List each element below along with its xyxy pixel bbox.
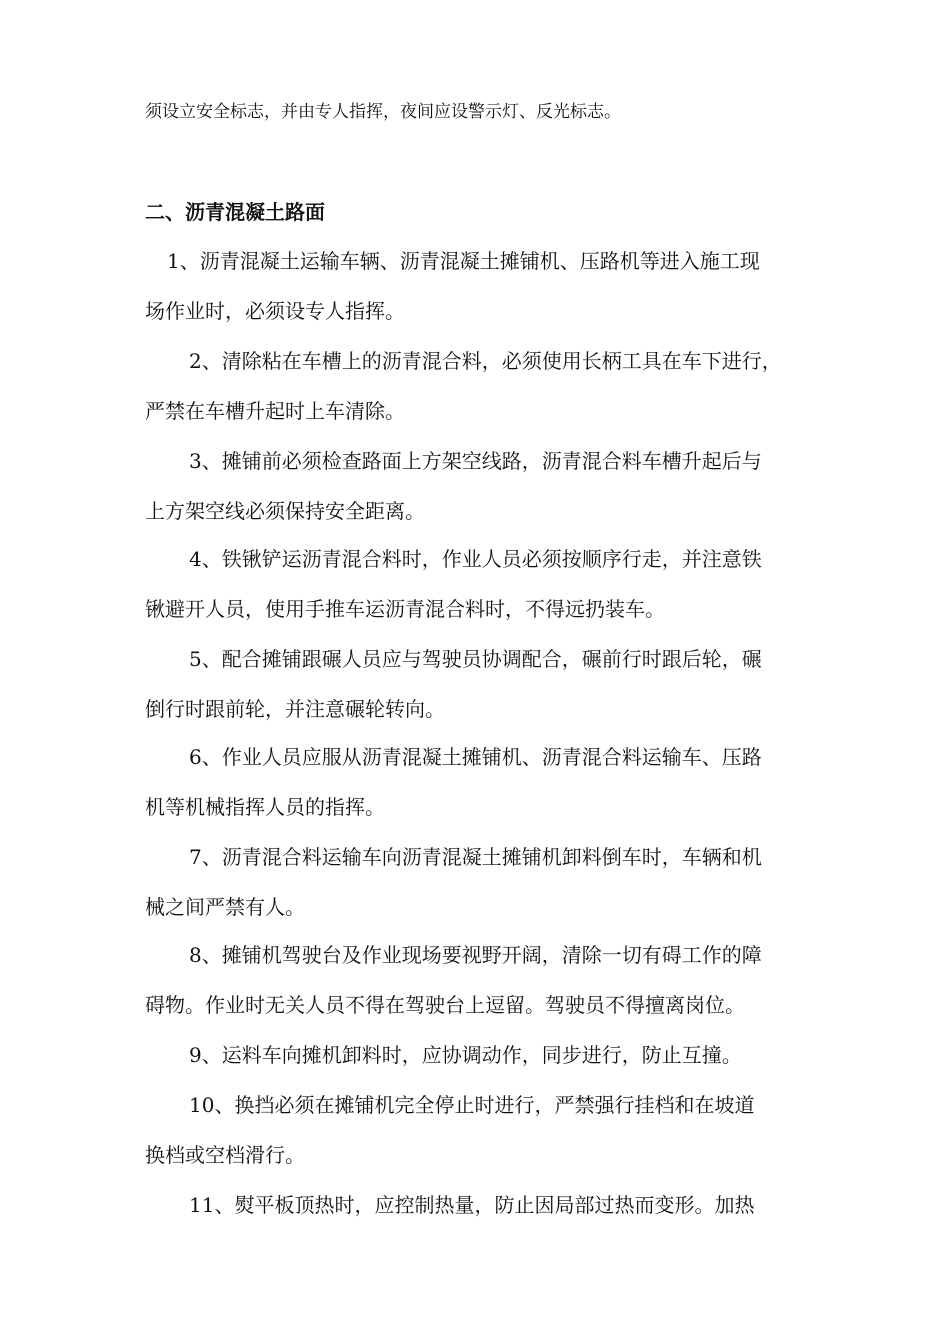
paragraph-6 — [145, 732, 845, 832]
carry-over-text: 须设立安全标志，并由专人指挥，夜间应设警示灯、反光标志。 — [145, 102, 621, 122]
paragraph-8 — [145, 930, 845, 1030]
paragraph-3 — [145, 436, 845, 536]
paragraph-line: 换档或空档滑行。 — [145, 1143, 305, 1167]
paragraph-9 — [145, 1030, 845, 1080]
paragraph-1 — [145, 236, 845, 336]
paragraph-line: 3、摊铺前必须检查路面上方架空线路，沥青混合料车槽升起后与 — [189, 449, 762, 473]
paragraph-line: 11、熨平板顶热时，应控制热量，防止因局部过热而变形。加热 — [189, 1193, 755, 1217]
paragraph-4 — [145, 534, 845, 634]
section-heading: 二、沥青混凝土路面 — [145, 200, 325, 224]
paragraph-11 — [145, 1180, 845, 1230]
paragraph-line: 上方架空线必须保持安全距离。 — [145, 499, 425, 523]
paragraph-line: 9、运料车向摊机卸料时，应协调动作，同步进行，防止互撞。 — [189, 1043, 742, 1067]
paragraph-line: 7、沥青混合料运输车向沥青混凝土摊铺机卸料倒车时，车辆和机 — [189, 845, 762, 869]
paragraph-line: 械之间严禁有人。 — [145, 895, 305, 919]
paragraph-7 — [145, 832, 845, 932]
paragraph-line: 1、沥青混凝土运输车辆、沥青混凝土摊铺机、压路机等进入施工现 — [167, 249, 760, 273]
paragraph-5 — [145, 634, 845, 734]
paragraph-line: 6、作业人员应服从沥青混凝土摊铺机、沥青混合料运输车、压路 — [189, 745, 762, 769]
paragraph-line: 10、换挡必须在摊铺机完全停止时进行，严禁强行挂档和在坡道 — [189, 1093, 755, 1117]
paragraph-line: 8、摊铺机驾驶台及作业现场要视野开阔，清除一切有碍工作的障 — [189, 943, 762, 967]
paragraph-line: 锹避开人员，使用手推车运沥青混合料时，不得远扔装车。 — [145, 597, 665, 621]
paragraph-line: 2、清除粘在车槽上的沥青混合料，必须使用长柄工具在车下进行， — [189, 349, 782, 373]
paragraph-line: 碍物。作业时无关人员不得在驾驶台上逗留。驾驶员不得擅离岗位。 — [145, 993, 745, 1017]
paragraph-line: 5、配合摊铺跟碾人员应与驾驶员协调配合，碾前行时跟后轮，碾 — [189, 647, 762, 671]
paragraph-line: 场作业时，必须设专人指挥。 — [145, 299, 405, 323]
paragraph-line: 机等机械指挥人员的指挥。 — [145, 795, 385, 819]
paragraph-line: 倒行时跟前轮，并注意碾轮转向。 — [145, 697, 445, 721]
paragraph-2 — [145, 336, 845, 436]
paragraph-line: 4、铁锹铲运沥青混合料时，作业人员必须按顺序行走，并注意铁 — [189, 547, 762, 571]
paragraph-10 — [145, 1080, 845, 1180]
paragraph-line: 严禁在车槽升起时上车清除。 — [145, 399, 405, 423]
